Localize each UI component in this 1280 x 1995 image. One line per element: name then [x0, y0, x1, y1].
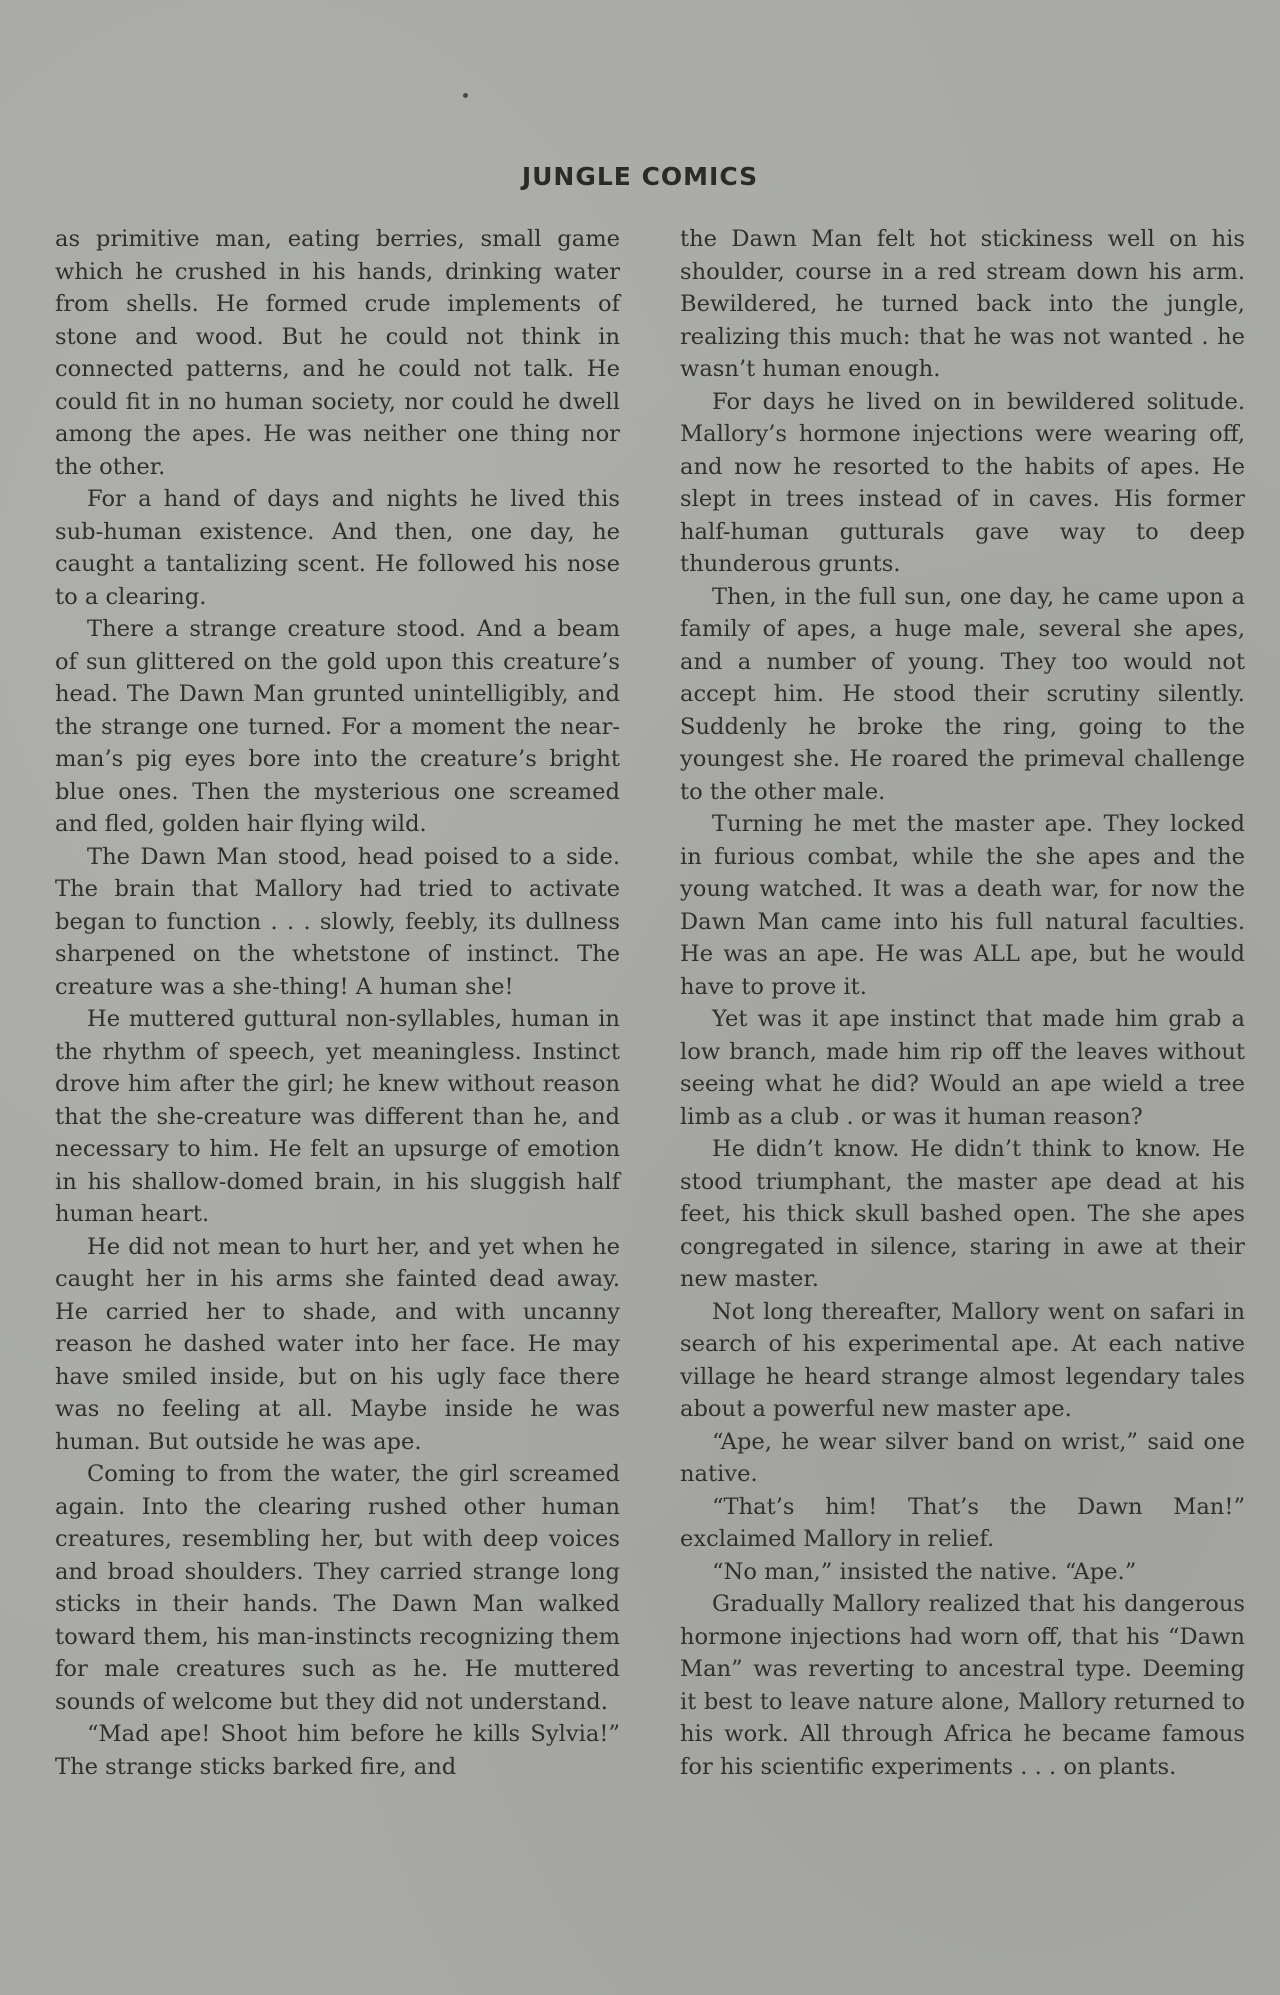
ink-speck: [463, 93, 468, 98]
paragraph: Yet was it ape instinct that made him grab a low branch, made him rip off the leaves without seeing what he did? Would an ape wield a tree limb as a club . or was it human reason?: [680, 1006, 1245, 1130]
paragraph: For days he lived on in bewildered solitude. Mallory’s hormone injections were wearing off, and now he resorted to the habits of apes. He slept in trees instead of in caves. His former half-human gutturals gave way to deep thunderous grunts.: [680, 388, 1245, 577]
left-column: [55, 223, 620, 1783]
paragraph: For a hand of days and nights he lived this sub-human existence. And then, one day, he caught a tantalizing scent. He followed his nose to a clearing.: [55, 486, 620, 610]
paragraph: Then, in the full sun, one day, he came upon a family of apes, a huge male, several she apes, and a number of young. They too would not accept him. He stood their scrutiny silently. Suddenly he broke the ring, going to the youngest she. He roared the primeval challenge to the other male.: [680, 583, 1245, 805]
paragraph: Turning he met the master ape. They locked in furious combat, while the she apes and the young watched. It was a death war, for now the Dawn Man came into his full natural faculties. He was an ape. He was ALL ape, but he would have to prove it.: [680, 811, 1245, 1000]
paragraph: Gradually Mallory realized that his dangerous hormone injections had worn off, that his “Dawn Man” was reverting to ancestral type. Deeming it best to leave nature alone, Mallory returned to his work. All through Africa he became famous for his scientific experiments . . . on plants.: [680, 1591, 1245, 1780]
paragraph: Coming to from the water, the girl screamed again. Into the clearing rushed other human creatures, resembling her, but with deep voices and broad shoulders. They carried strange long sticks in their hands. The Dawn Man walked toward them, his man-instincts recognizing them for male creatures such as he. He muttered sounds of welcome but they did not understand.: [55, 1461, 620, 1715]
paragraph: He didn’t know. He didn’t think to know. He stood triumphant, the master ape dead at his feet, his thick skull bashed open. The she apes congregated in silence, staring in awe at their new master.: [680, 1136, 1245, 1292]
paragraph: Not long thereafter, Mallory went on safari in search of his experimental ape. At each native village he heard strange almost legendary tales about a powerful new master ape.: [680, 1298, 1245, 1422]
running-head: JUNGLE COMICS: [521, 162, 759, 191]
paragraph: “Mad ape! Shoot him before he kills Sylvia!” The strange sticks barked fire, and: [55, 1721, 620, 1780]
paragraph: He muttered guttural non-syllables, human in the rhythm of speech, yet meaningless. Instinct drove him after the girl; he knew without reason that the she-creature was different than he, and necessary to him. He felt an upsurge of emotion in his shallow-domed brain, in his sluggish half human heart.: [55, 1006, 620, 1227]
paragraph: the Dawn Man felt hot stickiness well on his shoulder, course in a red stream down his arm. Bewildered, he turned back into the jungle, realizing this much: that he was not wanted . he wasn’t human enough.: [680, 226, 1245, 382]
paragraph: “That’s him! That’s the Dawn Man!” exclaimed Mallory in relief.: [680, 1493, 1245, 1552]
paragraph: There a strange creature stood. And a beam of sun glittered on the gold upon this creature’s head. The Dawn Man grunted unintelligibly, and the strange one turned. For a moment the near-man’s pig eyes bore into the creature’s bright blue ones. Then the mysterious one screamed and fled, golden hair flying wild.: [55, 616, 620, 837]
paragraph: “No man,” insisted the native. “Ape.”: [712, 1558, 1137, 1585]
paragraph: The Dawn Man stood, head poised to a side. The brain that Mallory had tried to activate began to function . . . slowly, feebly, its dullness sharpened on the whetstone of instinct. The creature was a she-thing! A human she!: [55, 843, 620, 1000]
right-column: [680, 223, 1245, 1783]
paragraph: “Ape, he wear silver band on wrist,” said one native.: [680, 1428, 1245, 1487]
paragraph: He did not mean to hurt her, and yet when he caught her in his arms she fainted dead away. He carried her to shade, and with uncanny reason he dashed water into her face. He may have smiled inside, but on his ugly face there was no feeling at all. Maybe inside he was human. But outside he was ape.: [55, 1233, 620, 1455]
paragraph: as primitive man, eating berries, small game which he crushed in his hands, drinking water from shells. He formed crude implements of stone and wood. But he could not think in connected patterns, and he could not talk. He could fit in no human society, nor could he dwell among the apes. He was neither one thing nor the other.: [55, 226, 620, 480]
